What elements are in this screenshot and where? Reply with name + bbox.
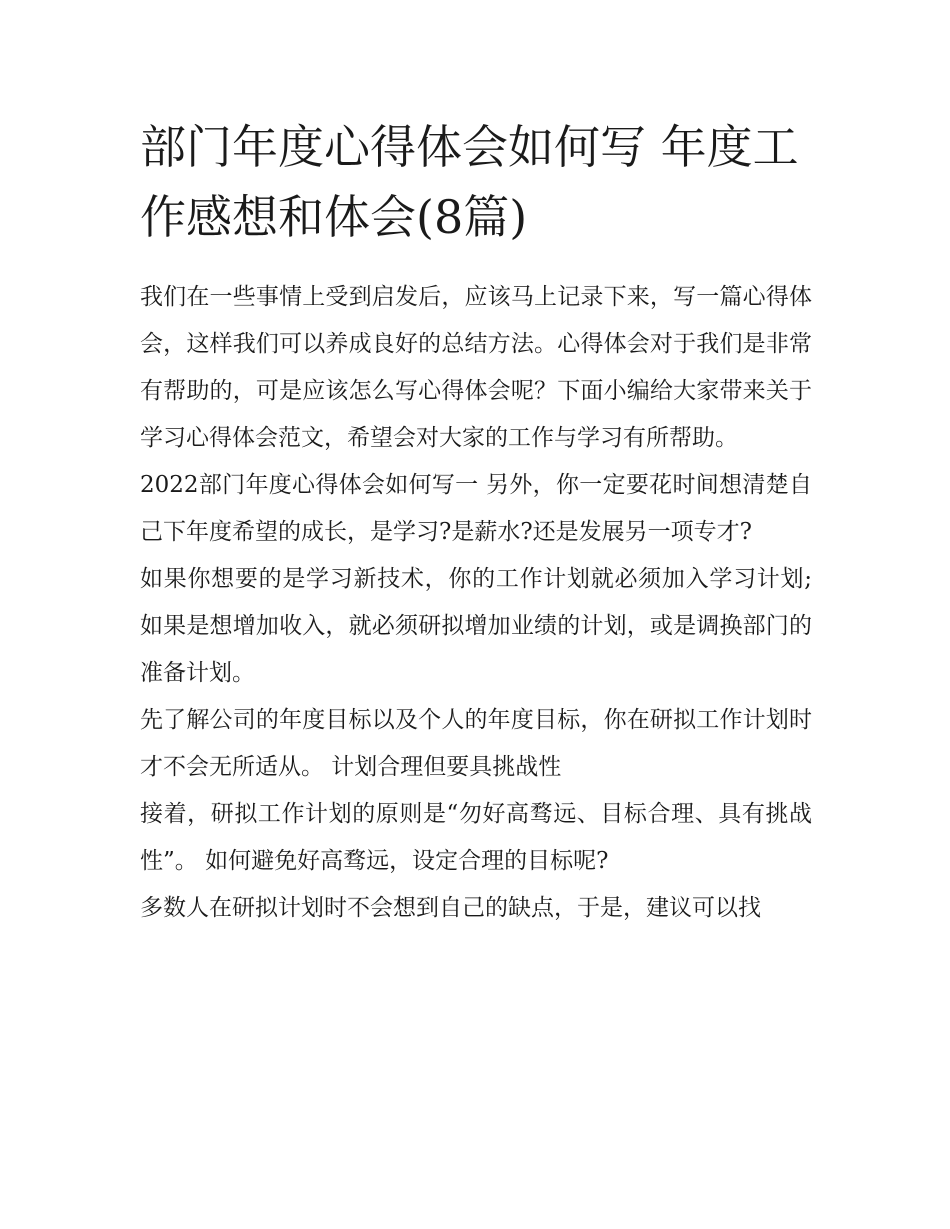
- paragraph-plan-types: 如果你想要的是学习新技术，你的工作计划就必须加入学习计划;如果是想增加收入，就必须研拟增加业绩的计划，或是调换部门的准备计划。: [140, 566, 812, 686]
- document-content: [140, 112, 812, 932]
- paragraph-principles: 接着，研拟工作计划的原则是“勿好高骛远、目标合理、具有挑战性”。 如何避免好高骛远，设定合理的目标呢?: [140, 801, 812, 874]
- paragraph-goals: 先了解公司的年度目标以及个人的年度目标，你在研拟工作计划时才不会无所适从。 计划合理但要具挑战性: [140, 707, 812, 780]
- paragraph-intro: 我们在一些事情上受到启发后，应该马上记录下来，写一篇心得体会，这样我们可以养成良好的总结方法。心得体会对于我们是非常有帮助的，可是应该怎么写心得体会呢？下面小编给大家带来关于学习心得体会范文，希望会对大家的工作与学习有所帮助。: [140, 284, 812, 451]
- paragraph-shortcomings: 多数人在研拟计划时不会想到自己的缺点，于是，建议可以找: [140, 895, 761, 921]
- paragraph-growth: 2022部门年度心得体会如何写一 另外，你一定要花时间想清楚自己下年度希望的成长，是学习?是薪水?还是发展另一项专才?: [140, 472, 812, 545]
- document-title: 部门年度心得体会如何写 年度工作感想和体会(8篇): [140, 120, 799, 244]
